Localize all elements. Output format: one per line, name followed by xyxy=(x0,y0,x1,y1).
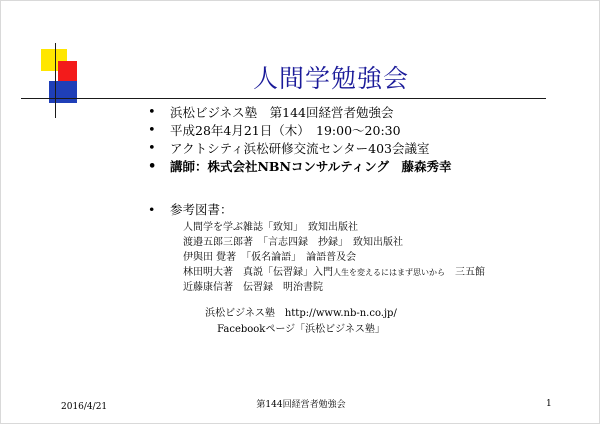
logo-blue-square xyxy=(49,81,77,103)
page-number: 1 xyxy=(546,399,552,409)
reference-subtitle: 人生を変えるにはまず思いから xyxy=(333,268,445,277)
slide-title: 人間学勉強会 xyxy=(252,64,409,93)
reference-item: 近藤康信著 伝習録 明治書院 xyxy=(183,282,323,293)
reference-text: 林田明大著 真説「伝習録」入門 xyxy=(183,267,333,278)
reference-item xyxy=(183,265,485,280)
references-heading: • 参考図書： xyxy=(148,201,233,219)
footer-date: 2016/4/21 xyxy=(61,402,108,412)
logo-vertical-line xyxy=(55,43,56,118)
title-divider xyxy=(101,98,546,99)
reference-item: 伊與田 覺著 「仮名論語」 論語普及会 xyxy=(183,252,357,263)
info-item-event: • 浜松ビジネス塾 第144回経営者勉強会 xyxy=(148,104,578,122)
info-item-date: • 平成28年4月21日（木） 19:00～20:30 xyxy=(148,122,578,140)
info-item-venue: • アクトシティ浜松研修交流センター403会議室 xyxy=(148,140,578,158)
references-list xyxy=(183,220,485,295)
contact-facebook: Facebookページ「浜松ビジネス塾」 xyxy=(217,324,385,335)
footer-title: 第144回経営者勉強会 xyxy=(256,400,346,410)
contact-website: 浜松ビジネス塾 http://www.nb-n.co.jp/ xyxy=(205,308,397,319)
reference-publisher: 三五館 xyxy=(445,267,485,278)
reference-item: 人間学を学ぶ雑誌「致知」 致知出版社 xyxy=(183,222,358,233)
info-list xyxy=(148,104,578,176)
contact-block xyxy=(151,306,451,338)
info-item-lecturer: • 講師：株式会社NBNコンサルティング 藤森秀幸 xyxy=(148,158,578,176)
reference-item: 渡邉五郎三郎著 「言志四録 抄録」 致知出版社 xyxy=(183,237,403,248)
